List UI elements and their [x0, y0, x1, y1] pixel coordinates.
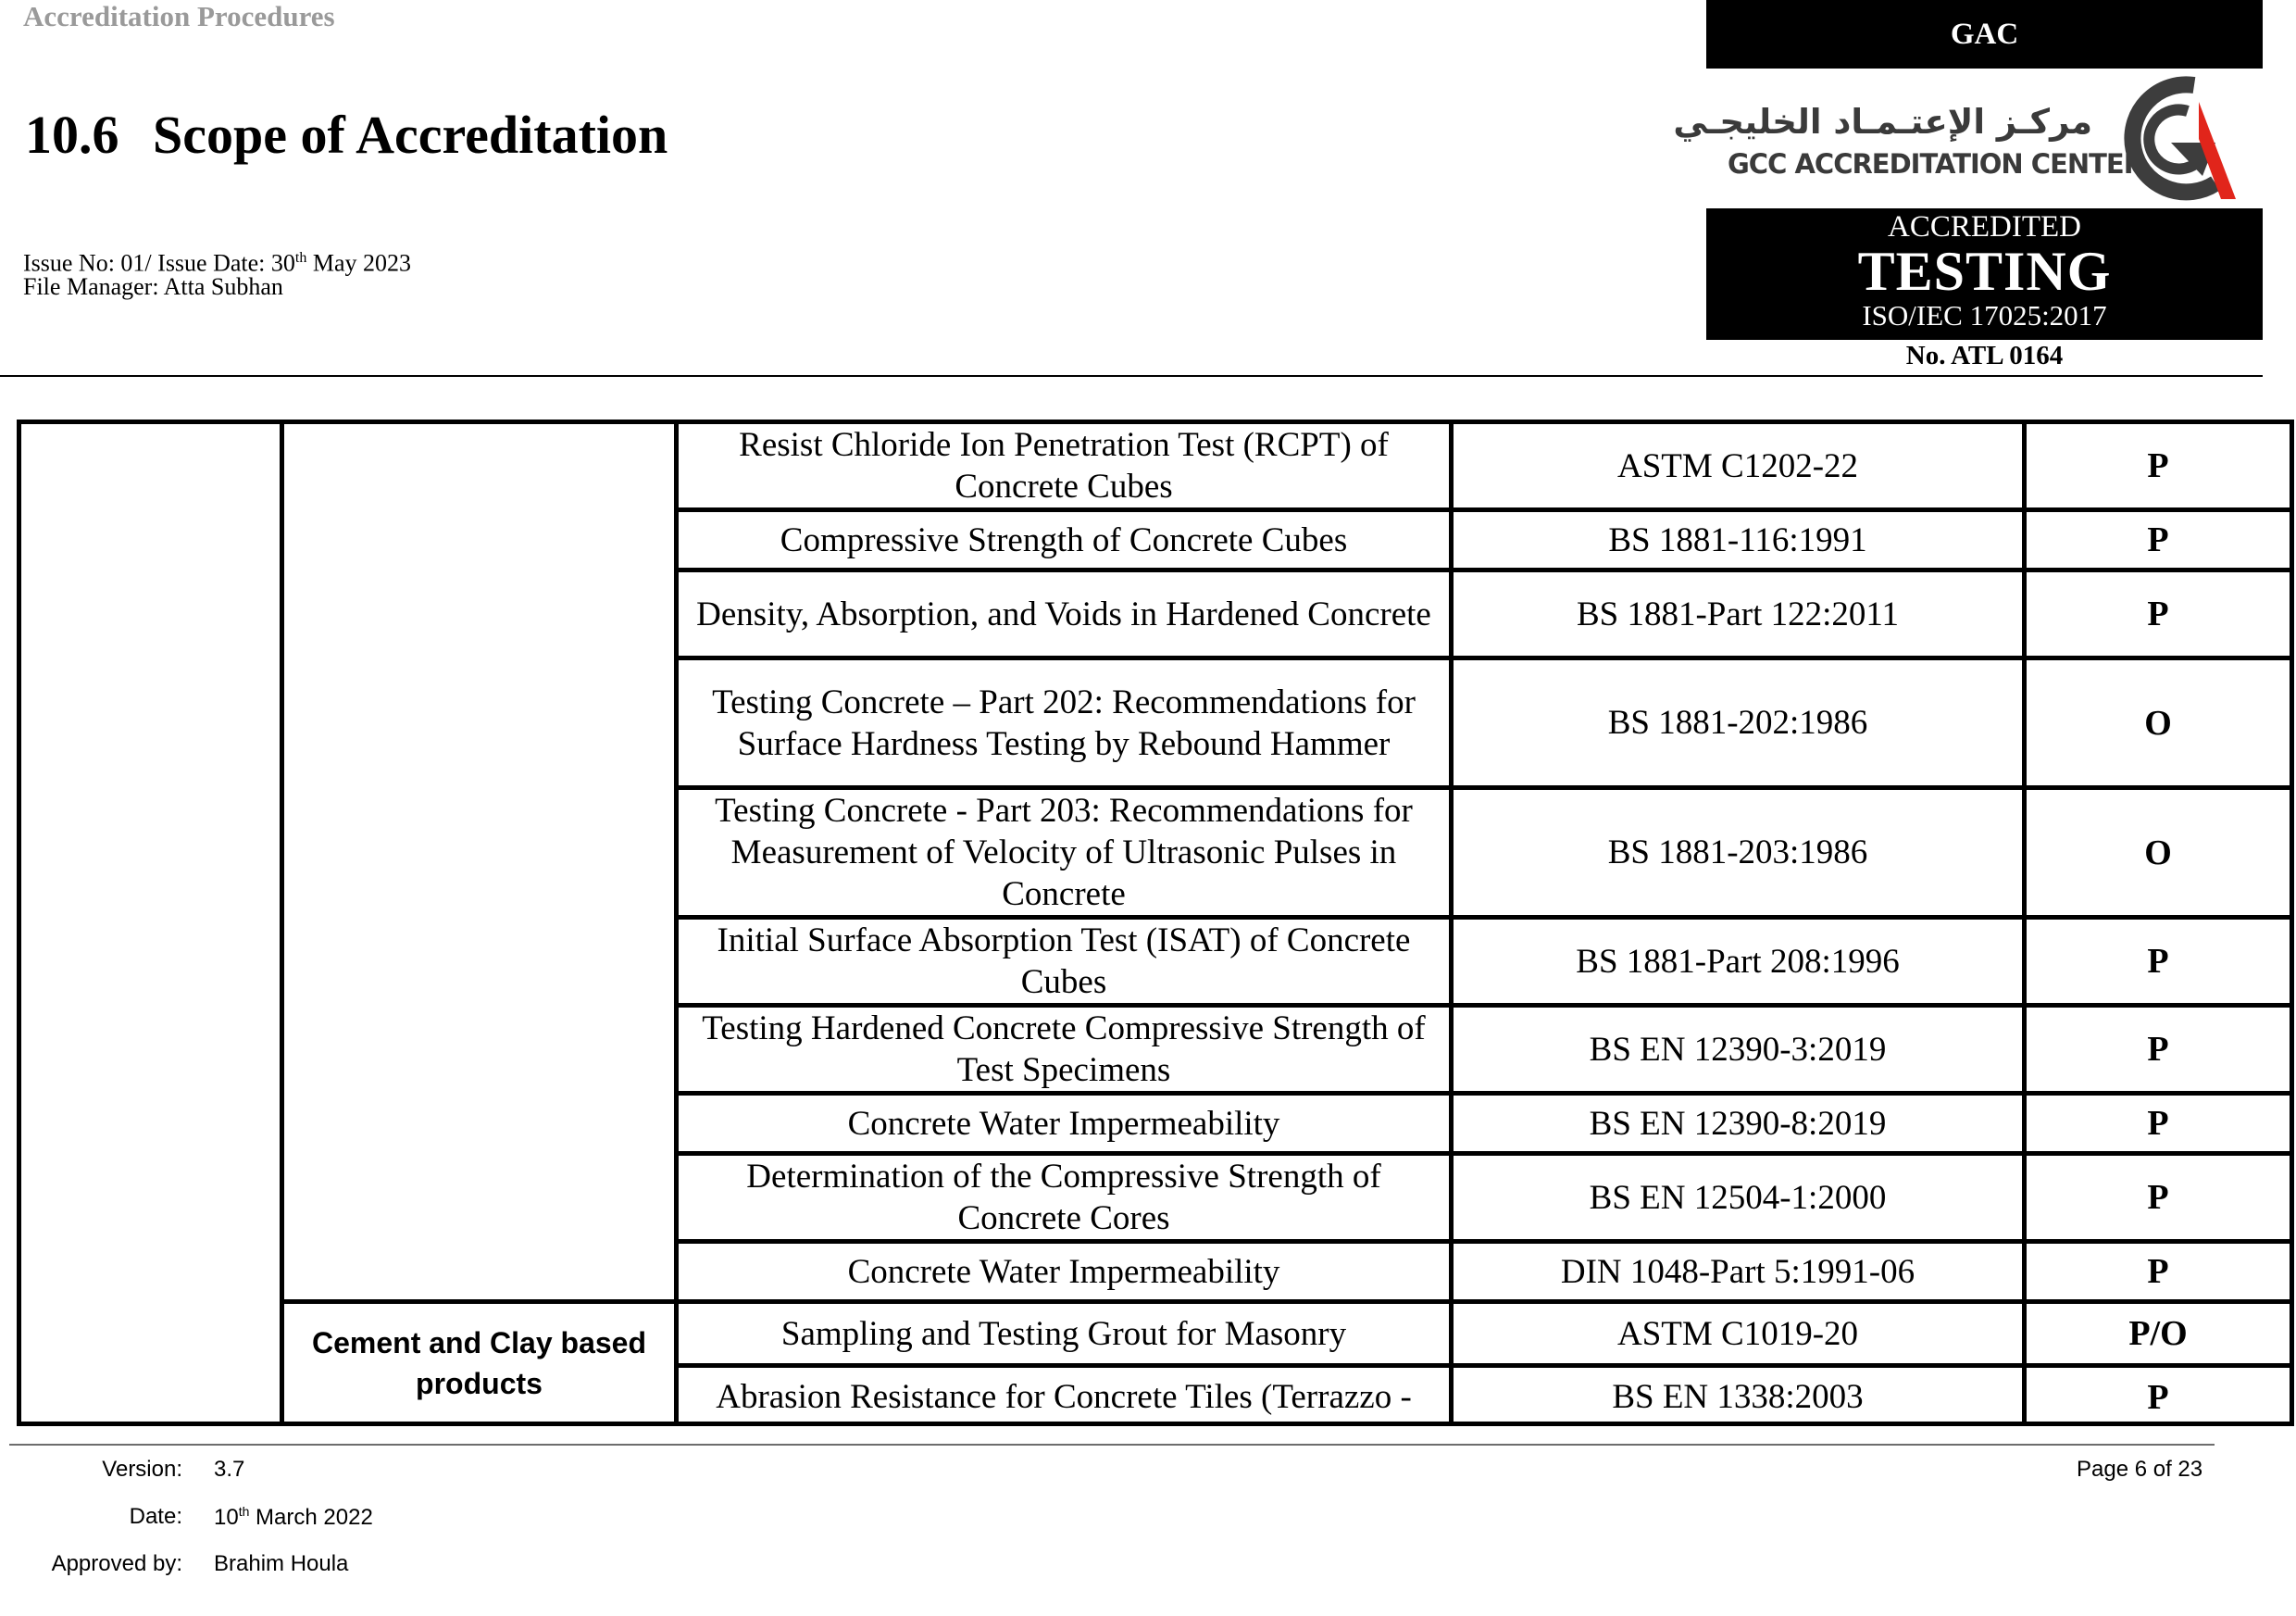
issue-suffix: May 2023: [306, 249, 412, 277]
date-value: [214, 1504, 373, 1531]
standard-cell: BS 1881-Part 122:2011: [1576, 595, 1900, 633]
test-name-cell: Concrete Water Impermeability: [847, 1104, 1280, 1143]
standard-cell: BS EN 12504-1:2000: [1589, 1178, 1887, 1217]
document-label: Accreditation Procedures: [23, 0, 335, 32]
accreditation-box: [1706, 208, 2263, 340]
location-indicator-cell: P: [2147, 1030, 2169, 1069]
approved-label: Approved by:: [51, 1551, 182, 1576]
location-indicator-cell: P: [2147, 595, 2169, 633]
standard-cell: ASTM C1019-20: [1616, 1314, 1859, 1353]
location-indicator-cell: P: [2147, 520, 2169, 559]
date-suffix: March 2022: [249, 1505, 373, 1530]
version-value: 3.7: [214, 1457, 245, 1482]
standard-cell: DIN 1048-Part 5:1991-06: [1560, 1252, 1915, 1291]
accredited-label: ACCREDITED: [1888, 210, 2081, 244]
product-group-cell: Cement and Clay based products: [312, 1325, 646, 1400]
section-title: Scope of Accreditation: [153, 105, 668, 165]
section-heading: [25, 104, 668, 166]
date-label: Date:: [129, 1504, 182, 1529]
standard-cell: BS 1881-202:1986: [1607, 704, 1868, 742]
date-prefix: 10: [214, 1505, 239, 1530]
standard-cell: BS EN 1338:2003: [1612, 1378, 1864, 1416]
standard-cell: BS 1881-203:1986: [1607, 833, 1868, 871]
accreditation-number: No. ATL 0164: [1905, 341, 2064, 370]
test-name-cell: Concrete Water Impermeability: [847, 1252, 1280, 1291]
version-label: Version:: [102, 1457, 182, 1482]
test-name-cell: Determination of the Compressive Strength of Concrete Cores: [746, 1158, 1381, 1237]
location-indicator-cell: O: [2144, 703, 2172, 743]
footer-divider: [9, 1444, 2215, 1446]
location-indicator-cell: P/O: [2128, 1314, 2188, 1353]
location-indicator-cell: P: [2147, 1252, 2169, 1291]
test-name-cell: Testing Hardened Concrete Compressive Strength of Test Specimens: [702, 1009, 1426, 1089]
standard-cell: BS EN 12390-8:2019: [1589, 1104, 1887, 1143]
standard-label: ISO/IEC 17025:2017: [1862, 299, 2107, 332]
center-name: GCC ACCREDITATION CENTER: [1728, 148, 2144, 180]
standard-cell: BS EN 12390-3:2019: [1589, 1030, 1887, 1069]
test-name-cell: Sampling and Testing Grout for Masonry: [780, 1314, 1347, 1353]
table-column-divider: [280, 420, 284, 1426]
file-manager: File Manager: Atta Subhan: [23, 273, 283, 300]
location-indicator-cell: P: [2147, 1377, 2169, 1417]
location-indicator-cell: P: [2147, 1104, 2169, 1143]
test-name-cell: Resist Chloride Ion Penetration Test (RCPT) of Concrete Cubes: [739, 426, 1389, 506]
header-divider: [0, 375, 2263, 377]
testing-label: TESTING: [1857, 241, 2112, 302]
test-name-cell: Testing Concrete - Part 203: Recommendations for Measurement of Velocity of Ultrasonic Pulses in Concrete: [715, 792, 1413, 913]
standard-cell: ASTM C1202-22: [1616, 446, 1859, 485]
location-indicator-cell: P: [2147, 446, 2169, 485]
gac-label: GAC: [1950, 17, 2019, 51]
location-indicator-cell: O: [2144, 833, 2172, 872]
approved-value: Brahim Houla: [214, 1551, 349, 1576]
date-sup: th: [238, 1504, 250, 1519]
issue-prefix: Issue No: 01/ Issue Date: 30: [23, 249, 295, 277]
table-column-divider: [17, 420, 21, 1426]
page-number: Page 6 of 23: [2077, 1457, 2203, 1482]
arabic-center-name: مركـز الإعتـمـاد الخليجـي: [1673, 102, 2092, 142]
test-name-cell: Abrasion Resistance for Concrete Tiles (Terrazzo -: [716, 1378, 1412, 1416]
issue-sup: th: [294, 250, 307, 266]
test-name-cell: Density, Absorption, and Voids in Hardened Concrete: [696, 595, 1431, 633]
standard-cell: BS 1881-Part 208:1996: [1576, 942, 1900, 981]
section-number: 10.6: [25, 105, 119, 165]
test-name-cell: Initial Surface Absorption Test (ISAT) of Concrete Cubes: [717, 921, 1411, 1001]
location-indicator-cell: P: [2147, 942, 2169, 981]
standard-cell: BS 1881-116:1991: [1608, 520, 1867, 559]
gac-logo-icon: [2106, 74, 2254, 206]
location-indicator-cell: P: [2147, 1178, 2169, 1217]
test-name-cell: Compressive Strength of Concrete Cubes: [780, 520, 1348, 559]
gac-box: [1706, 0, 2263, 69]
test-name-cell: Testing Concrete – Part 202: Recommendations for Surface Hardness Testing by Rebound Hammer: [712, 683, 1416, 763]
